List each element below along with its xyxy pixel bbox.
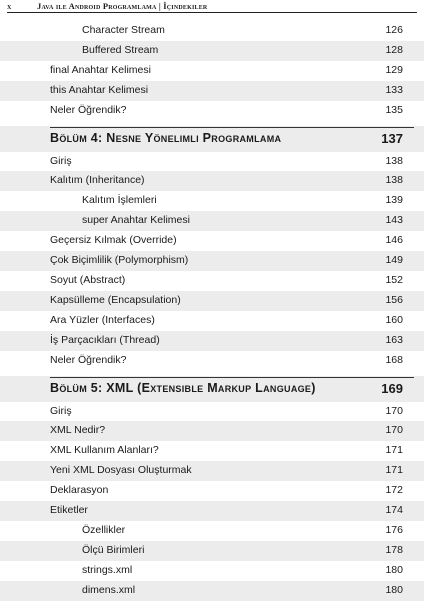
toc-entry-title: Özellikler [82, 523, 126, 536]
toc-entry-title: XML Nedir? [50, 424, 106, 437]
toc-entry-page: 180 [385, 563, 403, 576]
toc-entry [0, 21, 424, 41]
toc-entry-page: 170 [385, 424, 403, 437]
toc-entry-page: 171 [385, 444, 403, 457]
toc-entry-page: 133 [385, 83, 403, 96]
toc-entry-title: strings.xml [82, 563, 133, 576]
toc-entry [0, 41, 424, 61]
toc-entry [0, 421, 424, 441]
toc-entry-page: 137 [381, 130, 403, 146]
toc-entry-page: 178 [385, 543, 403, 556]
toc-entry-page: 180 [385, 583, 403, 596]
toc-chapter-heading [0, 376, 424, 402]
toc-entry [0, 211, 424, 231]
toc-entry [0, 331, 424, 351]
toc-entry-page: 149 [385, 254, 403, 267]
toc-entry-page: 156 [385, 293, 403, 306]
toc-entry [0, 291, 424, 311]
toc-entry-page: 170 [385, 404, 403, 417]
toc-entry-title: Bölüm 5: XML (Extensible Markup Language) [50, 380, 316, 395]
toc-entry [0, 152, 424, 172]
toc-entry-title: Neler Öğrendik? [50, 103, 127, 116]
toc-entry-title: Bölüm 4: Nesne Yönelimli Programlama [50, 130, 282, 145]
toc-entry-title: Yeni XML Dosyası Oluşturmak [50, 464, 192, 477]
toc-entry [0, 501, 424, 521]
toc-entry-title: Character Stream [82, 24, 165, 36]
toc-entry-title: final Anahtar Kelimesi [50, 63, 151, 76]
toc-entry [0, 351, 424, 371]
toc-entry-title: dimens.xml [82, 583, 136, 596]
toc-entry [0, 171, 424, 191]
toc-entry [0, 101, 424, 121]
running-header [7, 0, 417, 12]
toc-entry [0, 441, 424, 461]
toc-entry-title: XML Kullanım Alanları? [50, 444, 159, 457]
toc-entry-page: 129 [385, 63, 403, 76]
toc-entry [0, 311, 424, 331]
toc-entry-title: Deklarasyon [50, 484, 109, 497]
toc-entry-page: 128 [385, 43, 403, 56]
toc-entry-title: Neler Öğrendik? [50, 353, 127, 366]
toc-entry-title: this Anahtar Kelimesi [50, 83, 149, 96]
toc-entry-title: Etiketler [50, 504, 88, 517]
toc-entry [0, 561, 424, 581]
toc-entry-page: 176 [385, 523, 403, 536]
toc-entry-title: Geçersiz Kılmak (Override) [50, 234, 177, 247]
header-rule [7, 12, 417, 13]
toc-entry-page: 138 [385, 174, 403, 187]
toc-entry-page: 139 [385, 194, 403, 207]
toc-entry [0, 191, 424, 211]
toc-entry-title: Çok Biçimlilik (Polymorphism) [50, 254, 189, 267]
toc-entry [0, 521, 424, 541]
toc-list [0, 21, 424, 601]
toc-entry-page: 135 [385, 103, 403, 116]
toc-entry-page: 146 [385, 234, 403, 247]
toc-entry-page: 163 [385, 333, 403, 346]
toc-entry [0, 61, 424, 81]
toc-entry-title: Buffered Stream [82, 43, 159, 56]
toc-entry-title: Kapsülleme (Encapsulation) [50, 293, 181, 306]
toc-entry [0, 81, 424, 101]
toc-entry-page: 152 [385, 273, 403, 286]
toc-entry-page: 169 [381, 380, 403, 396]
toc-entry-page: 143 [385, 214, 403, 227]
toc-entry [0, 231, 424, 251]
toc-entry-page: 138 [385, 154, 403, 167]
toc-entry-title: Ölçü Birimleri [82, 543, 145, 556]
toc-entry-page: 174 [385, 504, 403, 517]
toc-chapter-heading [0, 126, 424, 152]
toc-entry-title: Kalıtım İşlemleri [82, 194, 157, 207]
toc-entry-page: 160 [385, 313, 403, 326]
header-title: Java ile Android Programlama | İçindekiler [37, 1, 208, 11]
toc-entry-title: Giriş [50, 404, 72, 417]
toc-entry [0, 581, 424, 601]
toc-entry [0, 541, 424, 561]
header-page-number: x [7, 1, 12, 11]
toc-entry-title: Ara Yüzler (Interfaces) [50, 313, 155, 326]
toc-entry-page: 172 [385, 484, 403, 497]
toc-entry-page: 126 [385, 24, 403, 36]
toc-entry-title: Kalıtım (Inheritance) [50, 174, 145, 187]
toc-entry-title: İş Parçacıkları (Thread) [50, 333, 160, 346]
toc-entry-page: 168 [385, 353, 403, 366]
toc-entry [0, 251, 424, 271]
toc-entry [0, 402, 424, 422]
toc-entry [0, 461, 424, 481]
toc-entry [0, 271, 424, 291]
toc-entry-title: Soyut (Abstract) [50, 273, 126, 286]
toc-entry-page: 171 [385, 464, 403, 477]
toc-entry [0, 481, 424, 501]
toc-entry-title: Giriş [50, 154, 72, 167]
toc-entry-title: super Anahtar Kelimesi [82, 214, 190, 227]
